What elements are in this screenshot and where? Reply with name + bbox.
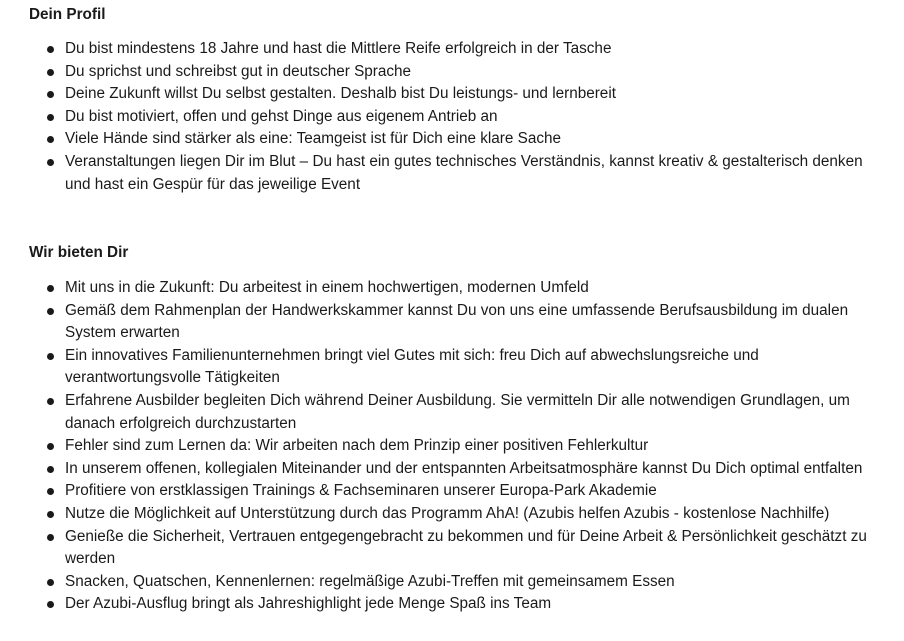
list-item-text: Genieße die Sicherheit, Vertrauen entgegengebracht zu bekommen und für Deine Arbeit & Persönlichkeit geschätzt zu werden <box>65 527 867 568</box>
bullet-icon <box>47 534 54 541</box>
bullet-icon <box>47 398 54 405</box>
section-title-dein-profil: Dein Profil <box>29 6 106 23</box>
list-item <box>65 38 880 61</box>
bullet-icon <box>47 353 54 360</box>
list-item <box>65 593 880 616</box>
bullet-icon <box>47 579 54 586</box>
list-item <box>65 128 880 151</box>
bullet-icon <box>47 46 54 53</box>
bullet-icon <box>47 91 54 98</box>
list-item <box>65 345 880 390</box>
list-item-text: Ein innovatives Familienunternehmen bringt viel Gutes mit sich: freu Dich auf abwechslungsreiche und verantwortungsvolle Tätigkeiten <box>65 346 759 387</box>
list-item <box>65 106 880 129</box>
list-item <box>65 390 880 435</box>
list-item-text: Snacken, Quatschen, Kennenlernen: regelmäßige Azubi-Treffen mit gemeinsamem Essen <box>65 572 675 590</box>
list-item <box>65 83 880 106</box>
bullet-icon <box>47 511 54 518</box>
bullet-icon <box>47 601 54 608</box>
list-item <box>65 526 880 571</box>
list-item <box>65 458 880 481</box>
list-item-text: Profitiere von erstklassigen Trainings & Fachseminaren unserer Europa-Park Akademie <box>65 482 657 500</box>
bullet-icon <box>47 159 54 166</box>
list-item <box>65 61 880 84</box>
list-item-text: Mit uns in die Zukunft: Du arbeitest in einem hochwertigen, modernen Umfeld <box>65 279 589 296</box>
bullet-icon <box>47 308 54 315</box>
bullet-icon <box>47 69 54 76</box>
list-item-text: In unserem offenen, kollegialen Miteinander und der entspannten Arbeitsatmosphäre kannst Du Dich optimal entfalten <box>65 459 863 477</box>
benefits-list <box>65 277 880 616</box>
bullet-icon <box>47 466 54 473</box>
list-item-text: Veranstaltungen liegen Dir im Blut – Du hast ein gutes technisches Verständnis, kannst kreativ & gestalterisch denken und hast ein Gespür für das jeweilige Event <box>65 152 863 193</box>
bullet-icon <box>47 443 54 450</box>
list-item-text: Deine Zukunft willst Du selbst gestalten. Deshalb bist Du leistungs- und lernbereit <box>65 85 616 103</box>
bullet-icon <box>47 136 54 143</box>
bullet-icon <box>47 285 54 292</box>
list-item <box>65 503 880 526</box>
list-item <box>65 480 880 503</box>
list-item-text: Nutze die Möglichkeit auf Unterstützung durch das Programm AhA! (Azubis helfen Azubis - kostenlose Nachhilfe) <box>65 504 830 522</box>
bullet-icon <box>47 488 54 495</box>
list-item-text: Gemäß dem Rahmenplan der Handwerkskammer kannst Du von uns eine umfassende Berufsausbildung im dualen System erwarten <box>65 301 849 342</box>
bullet-icon <box>47 114 54 121</box>
list-item <box>65 435 880 458</box>
list-item-text: Du bist motiviert, offen und gehst Dinge aus eigenem Antrieb an <box>65 107 498 125</box>
list-item <box>65 571 880 594</box>
profile-requirements-list <box>65 38 880 196</box>
list-item-text: Viele Hände sind stärker als eine: Teamgeist ist für Dich eine klare Sache <box>65 130 561 148</box>
list-item-text: Du sprichst und schreibst gut in deutscher Sprache <box>65 62 412 80</box>
list-item-text: Du bist mindestens 18 Jahre und hast die Mittlere Reife erfolgreich in der Tasche <box>65 40 612 57</box>
list-item-text: Erfahrene Ausbilder begleiten Dich während Deiner Ausbildung. Sie vermitteln Dir alle notwendigen Grundlagen, um danach erfolgreich durchzustarten <box>65 391 850 432</box>
section-title-wir-bieten-dir: Wir bieten Dir <box>29 244 129 261</box>
list-item <box>65 277 880 300</box>
list-item-text: Fehler sind zum Lernen da: Wir arbeiten nach dem Prinzip einer positiven Fehlerkultur <box>65 437 649 455</box>
list-item <box>65 151 880 196</box>
list-item-text: Der Azubi-Ausflug bringt als Jahreshighlight jede Menge Spaß ins Team <box>65 595 552 613</box>
list-item <box>65 300 880 345</box>
